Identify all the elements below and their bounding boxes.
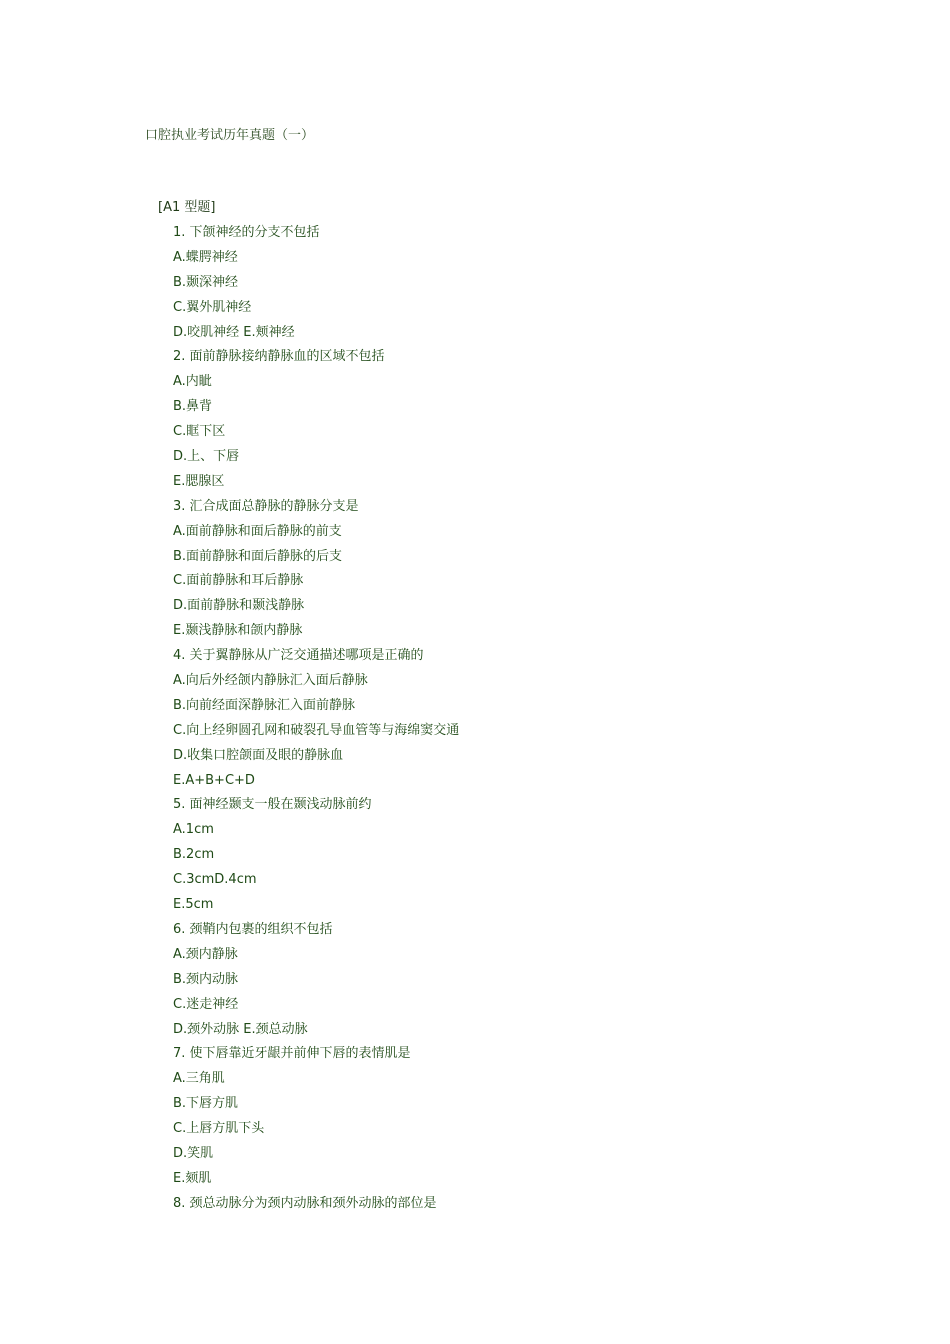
answer-option: B.下唇方肌 <box>173 1096 239 1112</box>
answer-option: B.向前经面深静脉汇入面前静脉 <box>173 697 356 713</box>
answer-option: E.颏肌 <box>173 1170 212 1186</box>
answer-option: C.面前静脉和耳后静脉 <box>173 573 304 589</box>
question-text: 3. 汇合成面总静脉的静脉分支是 <box>173 498 359 514</box>
answer-option: D.面前静脉和颞浅静脉 <box>173 598 305 614</box>
question-text: 6. 颈鞘内包裹的组织不包括 <box>173 921 333 937</box>
answer-option: A.颈内静脉 <box>173 946 238 962</box>
answer-option: D.收集口腔颌面及眼的静脉血 <box>173 747 344 763</box>
section-heading: [A1 型题] <box>158 200 216 215</box>
answer-option: B.颞深神经 <box>173 274 239 290</box>
answer-option: C.3cmD.4cm <box>173 872 257 888</box>
answer-option: D.颈外动脉 E.颈总动脉 <box>173 1021 308 1037</box>
answer-option: E.5cm <box>173 897 214 913</box>
answer-option: C.眶下区 <box>173 424 226 440</box>
answer-option: C.向上经卵圆孔网和破裂孔导血管等与海绵窦交通 <box>173 722 460 738</box>
answer-option: A.内眦 <box>173 374 212 390</box>
answer-option: A.向后外经颌内静脉汇入面后静脉 <box>173 673 368 689</box>
answer-option: D.上、下唇 <box>173 449 240 465</box>
answer-option: C.迷走神经 <box>173 996 239 1012</box>
answer-option: A.1cm <box>173 822 214 838</box>
question-text: 4. 关于翼静脉从广泛交通描述哪项是正确的 <box>173 648 424 664</box>
answer-option: C.翼外肌神经 <box>173 299 252 315</box>
question-text: 2. 面前静脉接纳静脉血的区域不包括 <box>173 349 385 365</box>
answer-option: A.面前静脉和面后静脉的前支 <box>173 523 342 539</box>
answer-option: E.腮腺区 <box>173 473 225 489</box>
answer-option: E.颞浅静脉和颌内静脉 <box>173 623 303 639</box>
answer-option: A.蝶腭神经 <box>173 249 238 265</box>
question-text: 1. 下颌神经的分支不包括 <box>173 225 320 240</box>
answer-option: E.A+B+C+D <box>173 772 255 788</box>
answer-option: C.上唇方肌下头 <box>173 1121 265 1137</box>
answer-option: B.鼻背 <box>173 399 213 415</box>
answer-option: B.面前静脉和面后静脉的后支 <box>173 548 343 564</box>
question-list <box>173 224 459 1220</box>
question-text: 8. 颈总动脉分为颈内动脉和颈外动脉的部位是 <box>173 1195 437 1211</box>
document-title: 口腔执业考试历年真题（一） <box>145 128 315 143</box>
question-text: 5. 面神经颞支一般在颞浅动脉前约 <box>173 797 372 813</box>
answer-option: A.三角肌 <box>173 1071 225 1087</box>
answer-option: D.笑肌 <box>173 1145 214 1161</box>
answer-option: B.2cm <box>173 847 215 863</box>
answer-option: B.颈内动脉 <box>173 971 239 987</box>
question-text: 7. 使下唇靠近牙龈并前伸下唇的表情肌是 <box>173 1046 411 1062</box>
answer-option: D.咬肌神经 E.颊神经 <box>173 324 295 340</box>
